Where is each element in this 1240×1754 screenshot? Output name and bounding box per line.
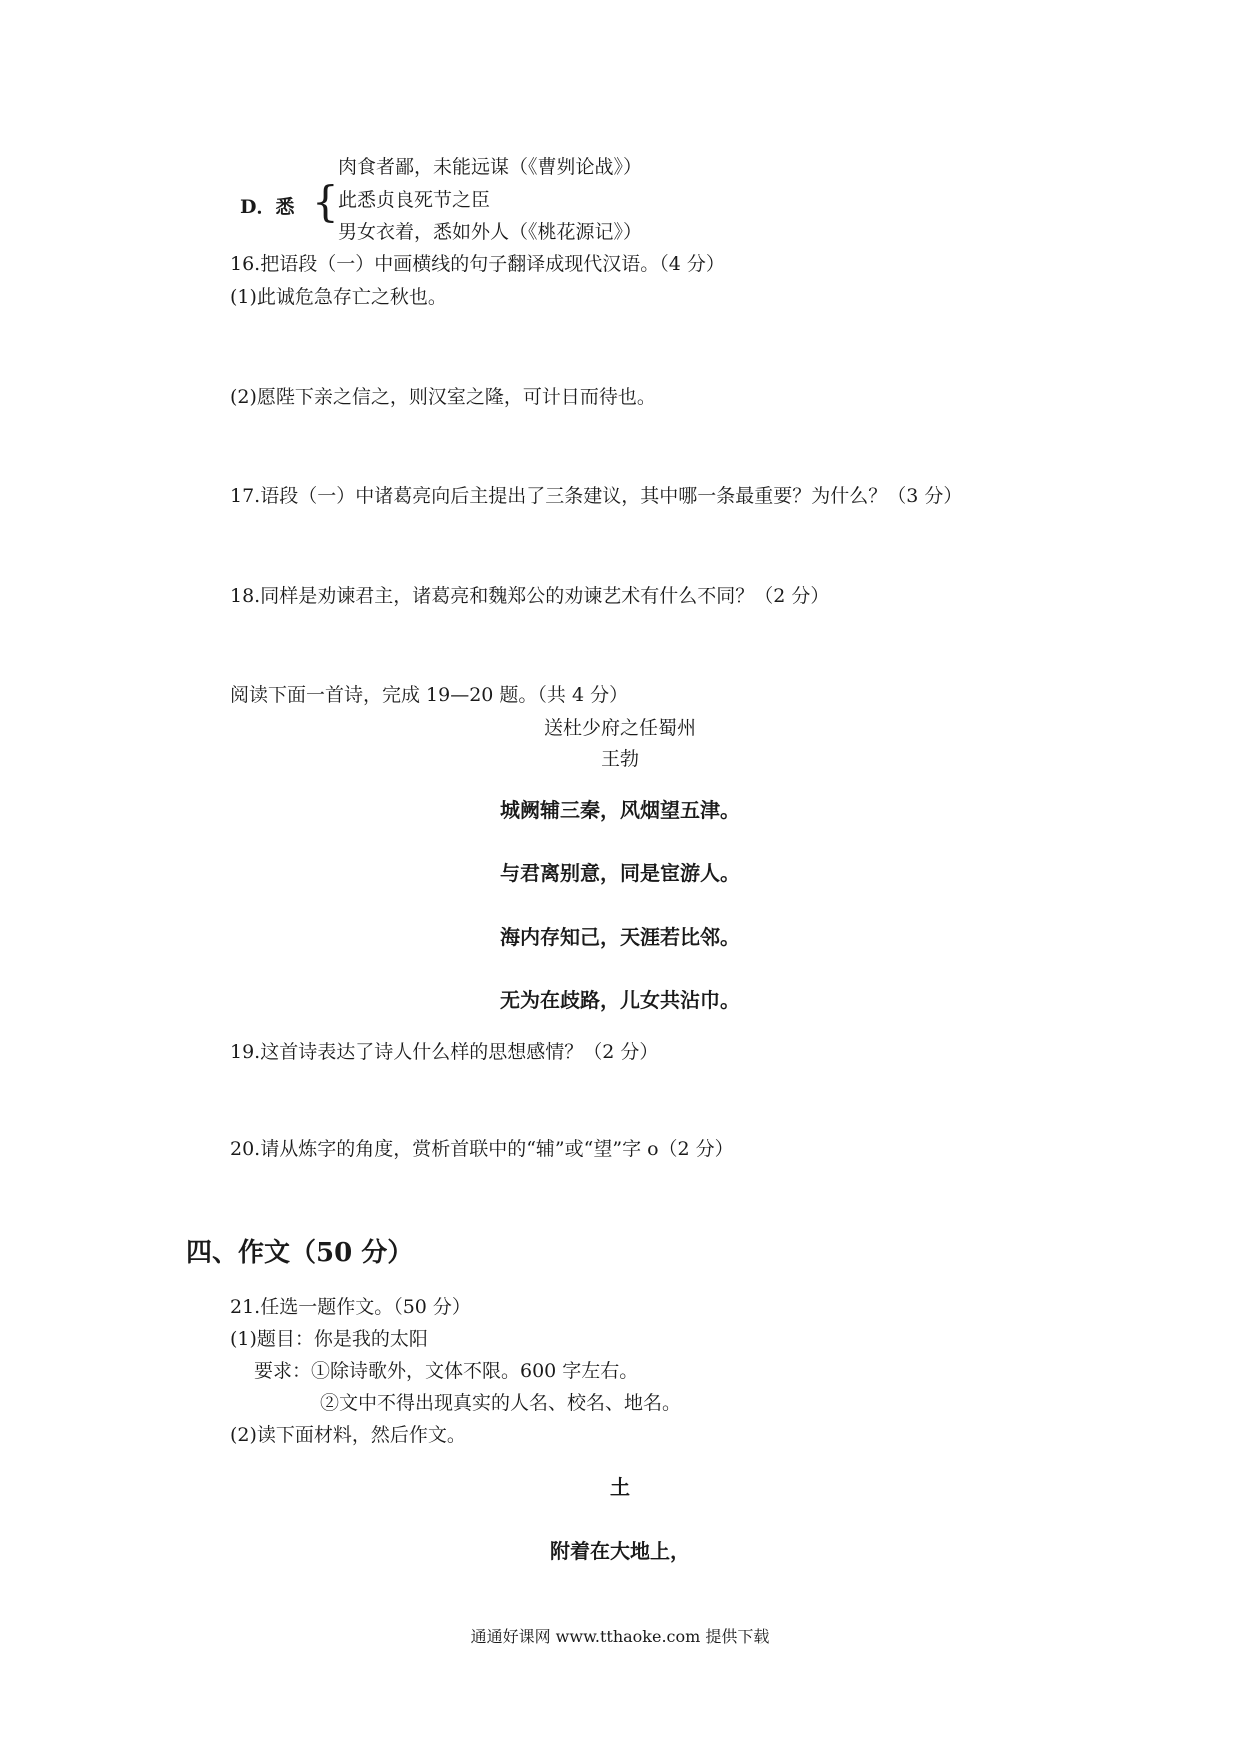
q17-stem: 17.语段（一）中诸葛亮向后主提出了三条建议，其中哪一条最重要？为什么？（3 分） [230,485,963,507]
poem-line-2: 与君离别意，同是宦游人。 [500,861,740,885]
q21-option1-title: (1)题目：你是我的太阳 [230,1328,428,1350]
poem-line-4: 无为在歧路，儿女共沾巾。 [500,988,740,1012]
q15d-line-3: 男女衣着，悉如外人（《桃花源记》） [338,221,643,243]
q21-requirement-1: 要求：①除诗歌外，文体不限。600 字左右。 [254,1360,639,1382]
section-heading: 四、作文（50 分） [186,1238,414,1268]
q16-item-1: (1)此诚危急存亡之秋也。 [230,286,447,308]
poem-line-1: 城阙辅三秦，风烟望五津。 [500,798,740,822]
q18-stem: 18.同样是劝谏君主，诸葛亮和魏郑公的劝谏艺术有什么不同？（2 分） [230,585,830,607]
q19-stem: 19.这首诗表达了诗人什么样的思想感情？（2 分） [230,1041,659,1063]
poem-author: 王勃 [600,748,639,770]
q16-stem: 16.把语段（一）中画横线的句子翻译成现代汉语。（4 分） [230,253,725,275]
material-title: 土 [610,1475,630,1499]
q16-item-2: (2)愿陛下亲之信之，则汉室之隆，可计日而待也。 [230,386,656,408]
q20-stem: 20.请从炼字的角度，赏析首联中的“辅”或“望”字 o（2 分） [230,1138,734,1160]
q21-option2: (2)读下面材料，然后作文。 [230,1424,466,1446]
page-footer: 通通好课网 www.tthaoke.com 提供下载 [470,1627,770,1646]
q15d-label: D．悉 [240,196,295,218]
material-line-1: 附着在大地上， [550,1539,690,1563]
q15d-line-1: 肉食者鄙，未能远谋（《曹刿论战》） [338,156,643,178]
q15d-line-2: 此悉贞良死节之臣 [338,189,491,211]
q21-requirement-2: ②文中不得出现真实的人名、校名、地名。 [320,1392,682,1414]
q21-stem: 21.任选一题作文。（50 分） [230,1296,471,1318]
poem-title: 送杜少府之任蜀州 [543,717,696,739]
poem-intro: 阅读下面一首诗，完成 19—20 题。（共 4 分） [230,684,629,706]
poem-line-3: 海内存知己，天涯若比邻。 [500,925,740,949]
q15d-brace: { [312,177,339,226]
